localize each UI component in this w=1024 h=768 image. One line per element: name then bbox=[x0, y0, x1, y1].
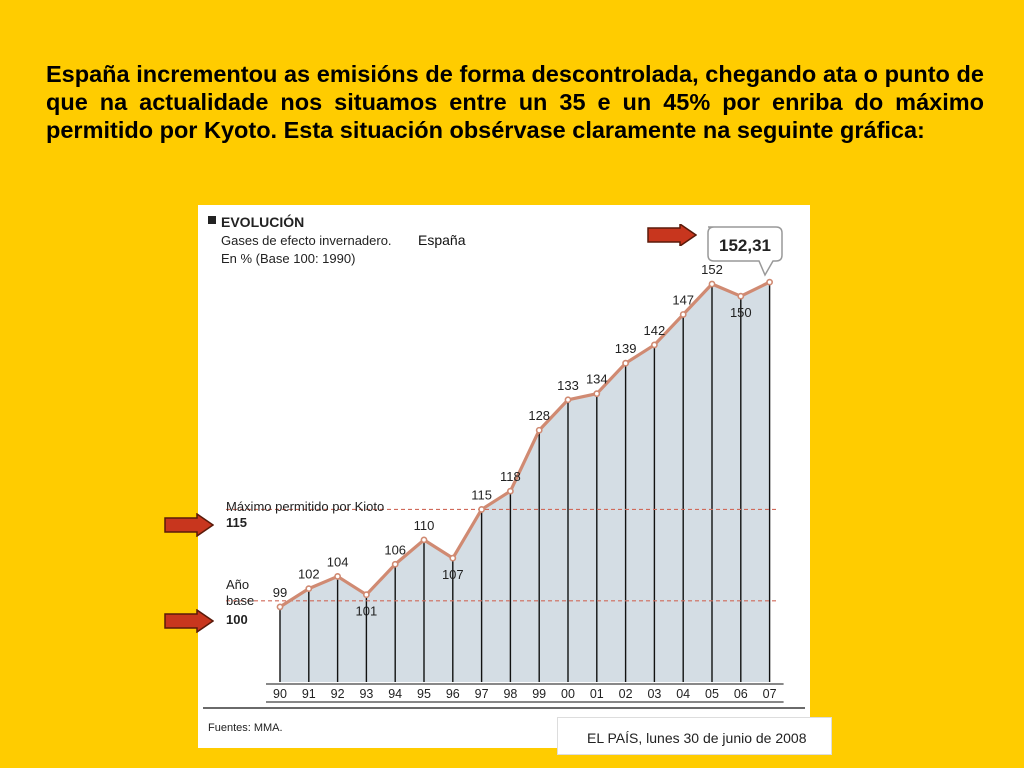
data-label: 147 bbox=[672, 292, 695, 308]
x-tick-label: 93 bbox=[359, 687, 374, 701]
data-point bbox=[594, 391, 599, 396]
headline-text: España incrementou as emisións de forma descontrolada, chegando ata o punto de que na actualidade nos situamos entre un 35 e un 45% por enriba do máximo permitido por Kyoto. Esta situación obsérvase claramente na seguinte gráfica: bbox=[46, 61, 984, 143]
arrow-right-icon bbox=[164, 609, 214, 633]
x-tick-label: 92 bbox=[330, 687, 345, 701]
x-tick-label: 07 bbox=[762, 687, 777, 701]
data-label: 106 bbox=[384, 542, 407, 558]
chart-title: EVOLUCIÓN bbox=[221, 214, 305, 230]
data-point bbox=[421, 537, 426, 542]
data-label: 110 bbox=[413, 517, 435, 533]
data-label: 152 bbox=[701, 262, 723, 278]
x-tick-label: 97 bbox=[474, 687, 489, 701]
newspaper-credit: EL PAÍS, lunes 30 de junio de 2008 bbox=[587, 730, 807, 746]
x-tick-label: 95 bbox=[417, 687, 431, 701]
kyoto-value-label: 115 bbox=[226, 515, 247, 530]
base-value-label: 100 bbox=[226, 612, 248, 627]
data-point bbox=[652, 342, 657, 347]
chart-subtitle-2: En % (Base 100: 1990) bbox=[221, 251, 356, 266]
x-tick-label: 03 bbox=[647, 687, 662, 701]
data-label: 104 bbox=[326, 554, 349, 570]
x-tick-label: 00 bbox=[561, 687, 575, 701]
data-point bbox=[738, 294, 743, 299]
x-tick-label: 02 bbox=[618, 687, 633, 701]
data-point bbox=[479, 507, 484, 512]
data-point bbox=[450, 556, 455, 561]
data-point bbox=[767, 280, 772, 285]
x-tick-label: 06 bbox=[733, 687, 748, 701]
x-tick-label: 04 bbox=[676, 687, 691, 701]
series-label: España bbox=[418, 232, 466, 248]
data-label: 118 bbox=[500, 469, 521, 485]
sources-note: Fuentes: MMA. bbox=[208, 722, 283, 734]
data-point bbox=[537, 428, 542, 433]
data-point bbox=[681, 312, 686, 317]
x-tick-label: 99 bbox=[532, 687, 547, 701]
base-label-1: Año bbox=[226, 577, 250, 592]
x-tick-label: 98 bbox=[503, 687, 518, 701]
x-tick-label: 90 bbox=[273, 687, 287, 701]
area-fill bbox=[280, 282, 770, 682]
chart-panel bbox=[198, 205, 810, 748]
base-label-2: base bbox=[226, 593, 255, 608]
data-label: 133 bbox=[557, 377, 579, 393]
data-point bbox=[306, 586, 311, 591]
data-label: 139 bbox=[614, 341, 637, 357]
data-point bbox=[393, 562, 398, 567]
data-point bbox=[623, 361, 628, 366]
data-point bbox=[508, 489, 513, 494]
data-label: 101 bbox=[355, 603, 378, 619]
data-label: 134 bbox=[585, 371, 608, 387]
title-square-icon bbox=[208, 216, 216, 224]
arrow-right-icon bbox=[164, 513, 214, 537]
emissions-chart bbox=[198, 205, 810, 748]
data-label: 115 bbox=[471, 487, 492, 503]
data-label: 128 bbox=[528, 408, 551, 424]
data-label: 99 bbox=[272, 584, 288, 600]
x-tick-label: 05 bbox=[705, 687, 719, 701]
data-point bbox=[364, 592, 369, 597]
data-label: 107 bbox=[441, 567, 464, 583]
x-tick-label: 94 bbox=[388, 687, 403, 701]
data-label: 150 bbox=[729, 305, 752, 321]
arrow-right-icon bbox=[647, 224, 697, 246]
callout-value: 152,31 bbox=[719, 236, 771, 255]
chart-subtitle-1: Gases de efecto invernadero. bbox=[221, 233, 392, 248]
x-tick-label: 96 bbox=[445, 687, 460, 701]
x-tick-label: 01 bbox=[589, 687, 604, 701]
data-point bbox=[565, 397, 570, 402]
x-tick-label: 91 bbox=[301, 687, 316, 701]
data-label: 102 bbox=[297, 566, 320, 582]
data-point bbox=[335, 574, 340, 579]
data-point bbox=[277, 604, 282, 609]
data-point bbox=[709, 281, 714, 286]
kyoto-label: Máximo permitido por Kioto bbox=[226, 499, 385, 514]
data-label: 142 bbox=[643, 322, 666, 338]
